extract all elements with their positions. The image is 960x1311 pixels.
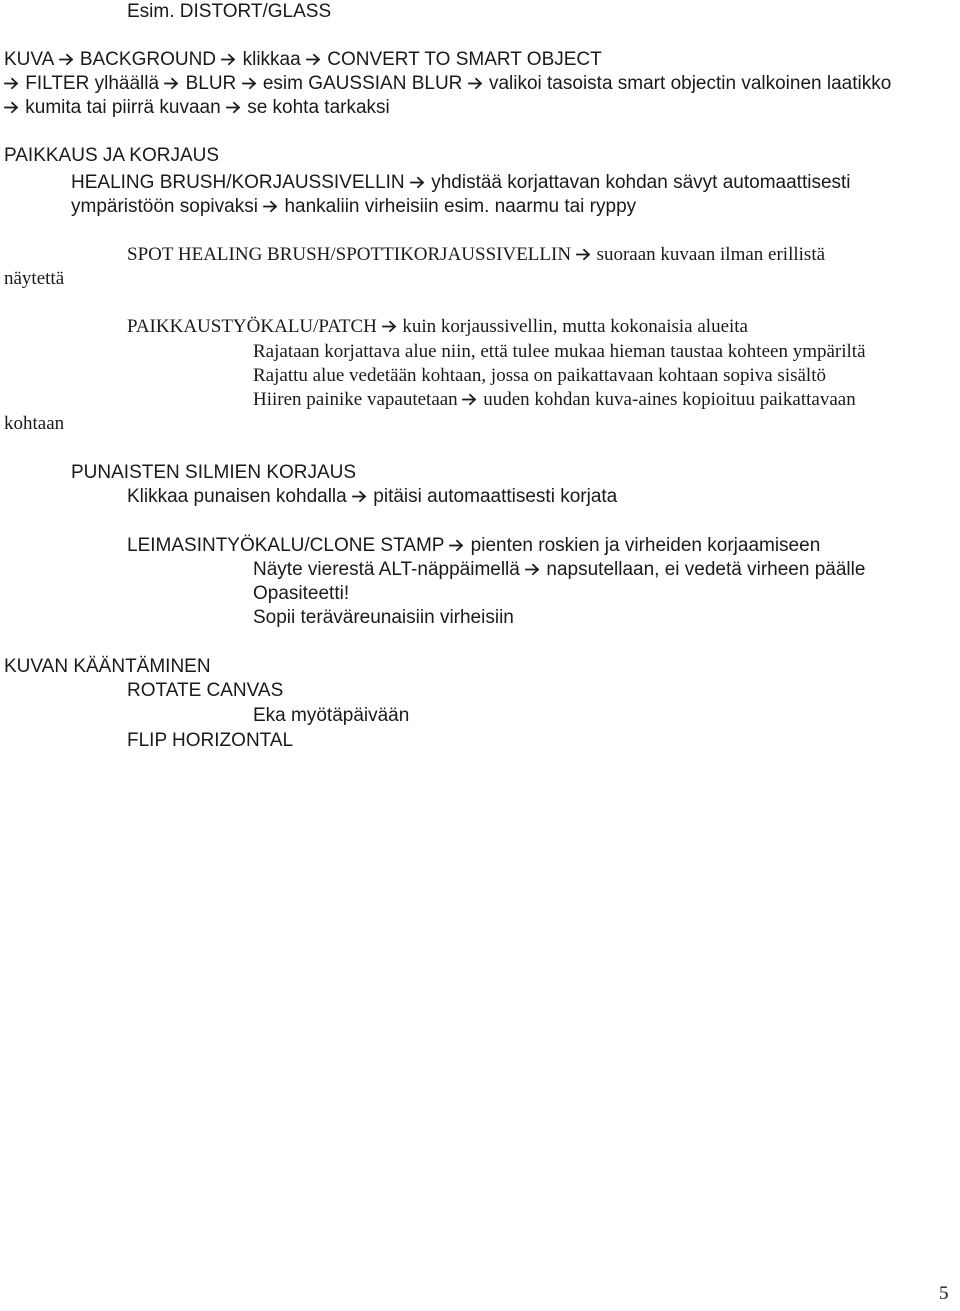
steps-smart-object [4, 50, 602, 69]
text-segment: LEIMASINTYÖKALU/CLONE STAMP [127, 535, 450, 556]
patch-step-1 [253, 342, 866, 361]
right-arrow-icon [242, 77, 257, 90]
text-segment: PAIKKAUS JA KORJAUS [4, 145, 220, 166]
text-segment: Klikkaa punaisen kohdalla [127, 486, 352, 507]
flip-horizontal-line [127, 731, 293, 750]
heading-rotate [4, 657, 211, 676]
patch-tool-line [127, 317, 748, 336]
right-arrow-icon [59, 53, 74, 66]
right-arrow-icon [4, 77, 19, 90]
clone-stamp-step-1 [253, 560, 865, 579]
patch-step-2 [253, 366, 826, 385]
right-arrow-icon [462, 393, 477, 406]
text-segment: Rajataan korjattava alue niin, että tulee mukaa hieman taustaa kohteen ympäriltä [253, 341, 866, 362]
red-eye-instruction [127, 487, 617, 506]
text-segment: Rajattu alue vedetään kohtaan, jossa on paikattavaan kohtaan sopiva sisältö [253, 365, 826, 386]
text-segment: KUVA [4, 49, 59, 70]
text-segment: pitäisi automaattisesti korjata [368, 486, 618, 507]
text-segment: klikkaa [237, 49, 306, 70]
clone-stamp-step-3 [253, 608, 514, 627]
rotate-clockwise-line [253, 706, 409, 725]
right-arrow-icon [263, 200, 278, 213]
text-segment: Hiiren painike vapautetaan [253, 389, 463, 410]
text-segment: FLIP HORIZONTAL [127, 730, 294, 751]
right-arrow-icon [226, 101, 241, 114]
right-arrow-icon [164, 77, 179, 90]
spot-healing-line [127, 245, 825, 264]
text-segment: Sopii teräväreunaisiin virheisiin [253, 607, 514, 628]
right-arrow-icon [4, 101, 19, 114]
text-segment: hankaliin virheisiin esim. naarmu tai ryppy [279, 196, 637, 217]
text-segment: ympäristöön sopivaksi [71, 196, 264, 217]
right-arrow-icon [576, 248, 591, 261]
steps-erase-sharpen [4, 98, 390, 117]
clone-stamp-step-2 [253, 584, 349, 603]
clone-stamp-line [127, 536, 820, 555]
steps-filter-blur [4, 74, 891, 93]
text-segment: HEALING BRUSH/KORJAUSSIVELLIN [71, 172, 410, 193]
right-arrow-icon [449, 539, 464, 552]
text-segment: pienten roskien ja virheiden korjaamiseen [465, 535, 821, 556]
text-segment: BLUR [180, 73, 242, 94]
heading-red-eye [71, 463, 356, 482]
text-segment: kohtaan [4, 413, 65, 434]
right-arrow-icon [410, 176, 425, 189]
text-segment: napsutellaan, ei vedetä virheen päälle [541, 559, 866, 580]
text-segment: valikoi tasoista smart objectin valkoinen laatikko [483, 73, 892, 94]
text-segment: esim GAUSSIAN BLUR [257, 73, 468, 94]
patch-step-3 [253, 390, 856, 409]
text-segment: CONVERT TO SMART OBJECT [321, 49, 602, 70]
text-segment: KUVAN KÄÄNTÄMINEN [4, 656, 211, 677]
text-segment: Eka myötäpäivään [253, 705, 410, 726]
text-segment: PAIKKAUSTYÖKALU/PATCH [127, 316, 382, 337]
text-segment: uuden kohdan kuva-aines kopioituu paikattavaan [478, 389, 856, 410]
text-segment: kumita tai piirrä kuvaan [20, 97, 226, 118]
text-segment: suoraan kuvaan ilman erillistä [591, 244, 826, 265]
text-segment: näytettä [4, 268, 65, 289]
text-segment: Esim. DISTORT/GLASS [127, 1, 332, 22]
heading-paikkaus-korjaus [4, 146, 219, 165]
text-segment: PUNAISTEN SILMIEN KORJAUS [71, 462, 357, 483]
spot-healing-line-2 [4, 269, 64, 288]
text-segment: BACKGROUND [74, 49, 222, 70]
right-arrow-icon [352, 490, 367, 503]
page-number: 5 [939, 1283, 949, 1304]
right-arrow-icon [525, 563, 540, 576]
healing-brush-line-2 [71, 197, 636, 216]
rotate-canvas-line [127, 681, 283, 700]
text-segment: FILTER ylhäällä [20, 73, 165, 94]
right-arrow-icon [306, 53, 321, 66]
text-segment: kuin korjaussivellin, mutta kokonaisia alueita [397, 316, 748, 337]
text-segment: SPOT HEALING BRUSH/SPOTTIKORJAUSSIVELLIN [127, 244, 576, 265]
right-arrow-icon [468, 77, 483, 90]
right-arrow-icon [221, 53, 236, 66]
text-segment: Opasiteetti! [253, 583, 350, 604]
text-segment: ROTATE CANVAS [127, 680, 284, 701]
section-title-distort [127, 2, 331, 21]
patch-step-3-cont [4, 414, 64, 433]
right-arrow-icon [382, 320, 397, 333]
text-segment: se kohta tarkaksi [241, 97, 390, 118]
text-segment: Näyte vierestä ALT-näppäimellä [253, 559, 526, 580]
text-segment: yhdistää korjattavan kohdan sävyt automaattisesti [425, 172, 851, 193]
healing-brush-line [71, 173, 851, 192]
